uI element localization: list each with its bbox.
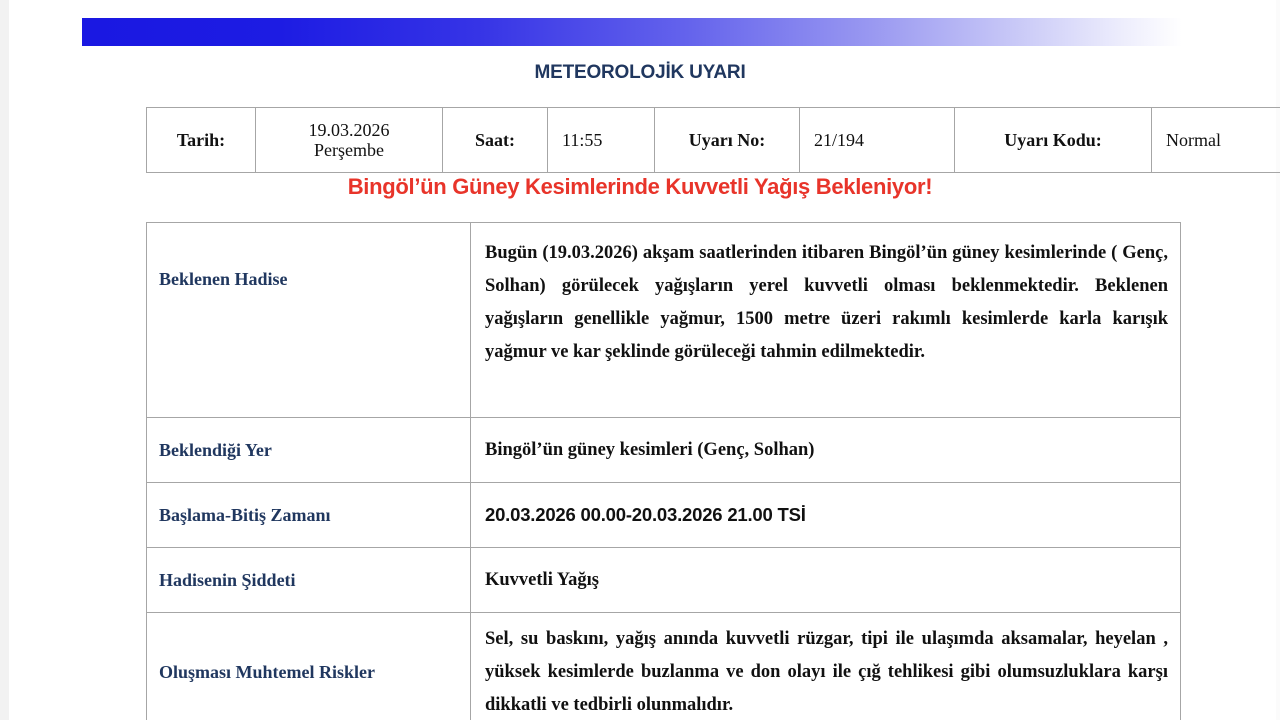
date-value [256,108,443,173]
severity-label: Hadisenin Şiddeti [147,548,471,613]
possible-risks-value: Sel, su baskını, yağış anında kuvvetli rüzgar, tipi ile ulaşımda aksamalar, heyelan , yüksek kesimlerde buzlanma ve don olayı ile çığ tehlikesi gibi olumsuzluklara karşı dikkatli ve tedbirli olunmalıdır. [471,613,1181,720]
table-row [147,108,1280,173]
table-row-start-end-time [147,483,1181,548]
warning-headline: Bingöl’ün Güney Kesimlerinde Kuvvetli Yağış Bekleniyor! [347,174,933,199]
expected-area-value: Bingöl’ün güney kesimleri (Genç, Solhan) [471,418,1181,483]
page-title: METEOROLOJİK UYARI [534,62,746,83]
table-row-possible-risks [147,613,1181,720]
table-row-expected-event [147,223,1181,418]
start-end-time-value: 20.03.2026 00.00-20.03.2026 21.00 TSİ [471,483,1181,548]
warning-number-label: Uyarı No: [655,108,800,173]
expected-area-label: Beklendiği Yer [147,418,471,483]
header-gradient-bar [82,18,1182,46]
warning-info-table [146,107,1280,173]
time-value: 11:55 [548,108,655,173]
expected-event-label: Beklenen Hadise [147,223,471,418]
possible-risks-label: Oluşması Muhtemel Riskler [147,613,471,720]
table-row-severity [147,548,1181,613]
time-label: Saat: [443,108,548,173]
page-left-margin [0,0,9,720]
date-value-weekday: Perşembe [314,140,384,160]
severity-value: Kuvvetli Yağış [471,548,1181,613]
date-value-day: 19.03.2026 [308,119,390,140]
warning-code-value: Normal [1152,108,1280,173]
start-end-time-label: Başlama-Bitiş Zamanı [147,483,471,548]
date-label: Tarih: [147,108,256,173]
expected-event-value: Bugün (19.03.2026) akşam saatlerinden itibaren Bingöl’ün güney kesimlerinde ( Genç, Solhan) görülecek yağışların yerel kuvvetli olması beklenmektedir. Beklenen yağışların genellikle yağmur, 1500 metre üzeri rakımlı kesimlerde karla karışık yağmur ve kar şeklinde görüleceği tahmin edilmektedir. [471,223,1181,418]
table-row-expected-area [147,418,1181,483]
warning-details-table [146,222,1181,720]
warning-number-value: 21/194 [800,108,955,173]
warning-code-label: Uyarı Kodu: [955,108,1152,173]
